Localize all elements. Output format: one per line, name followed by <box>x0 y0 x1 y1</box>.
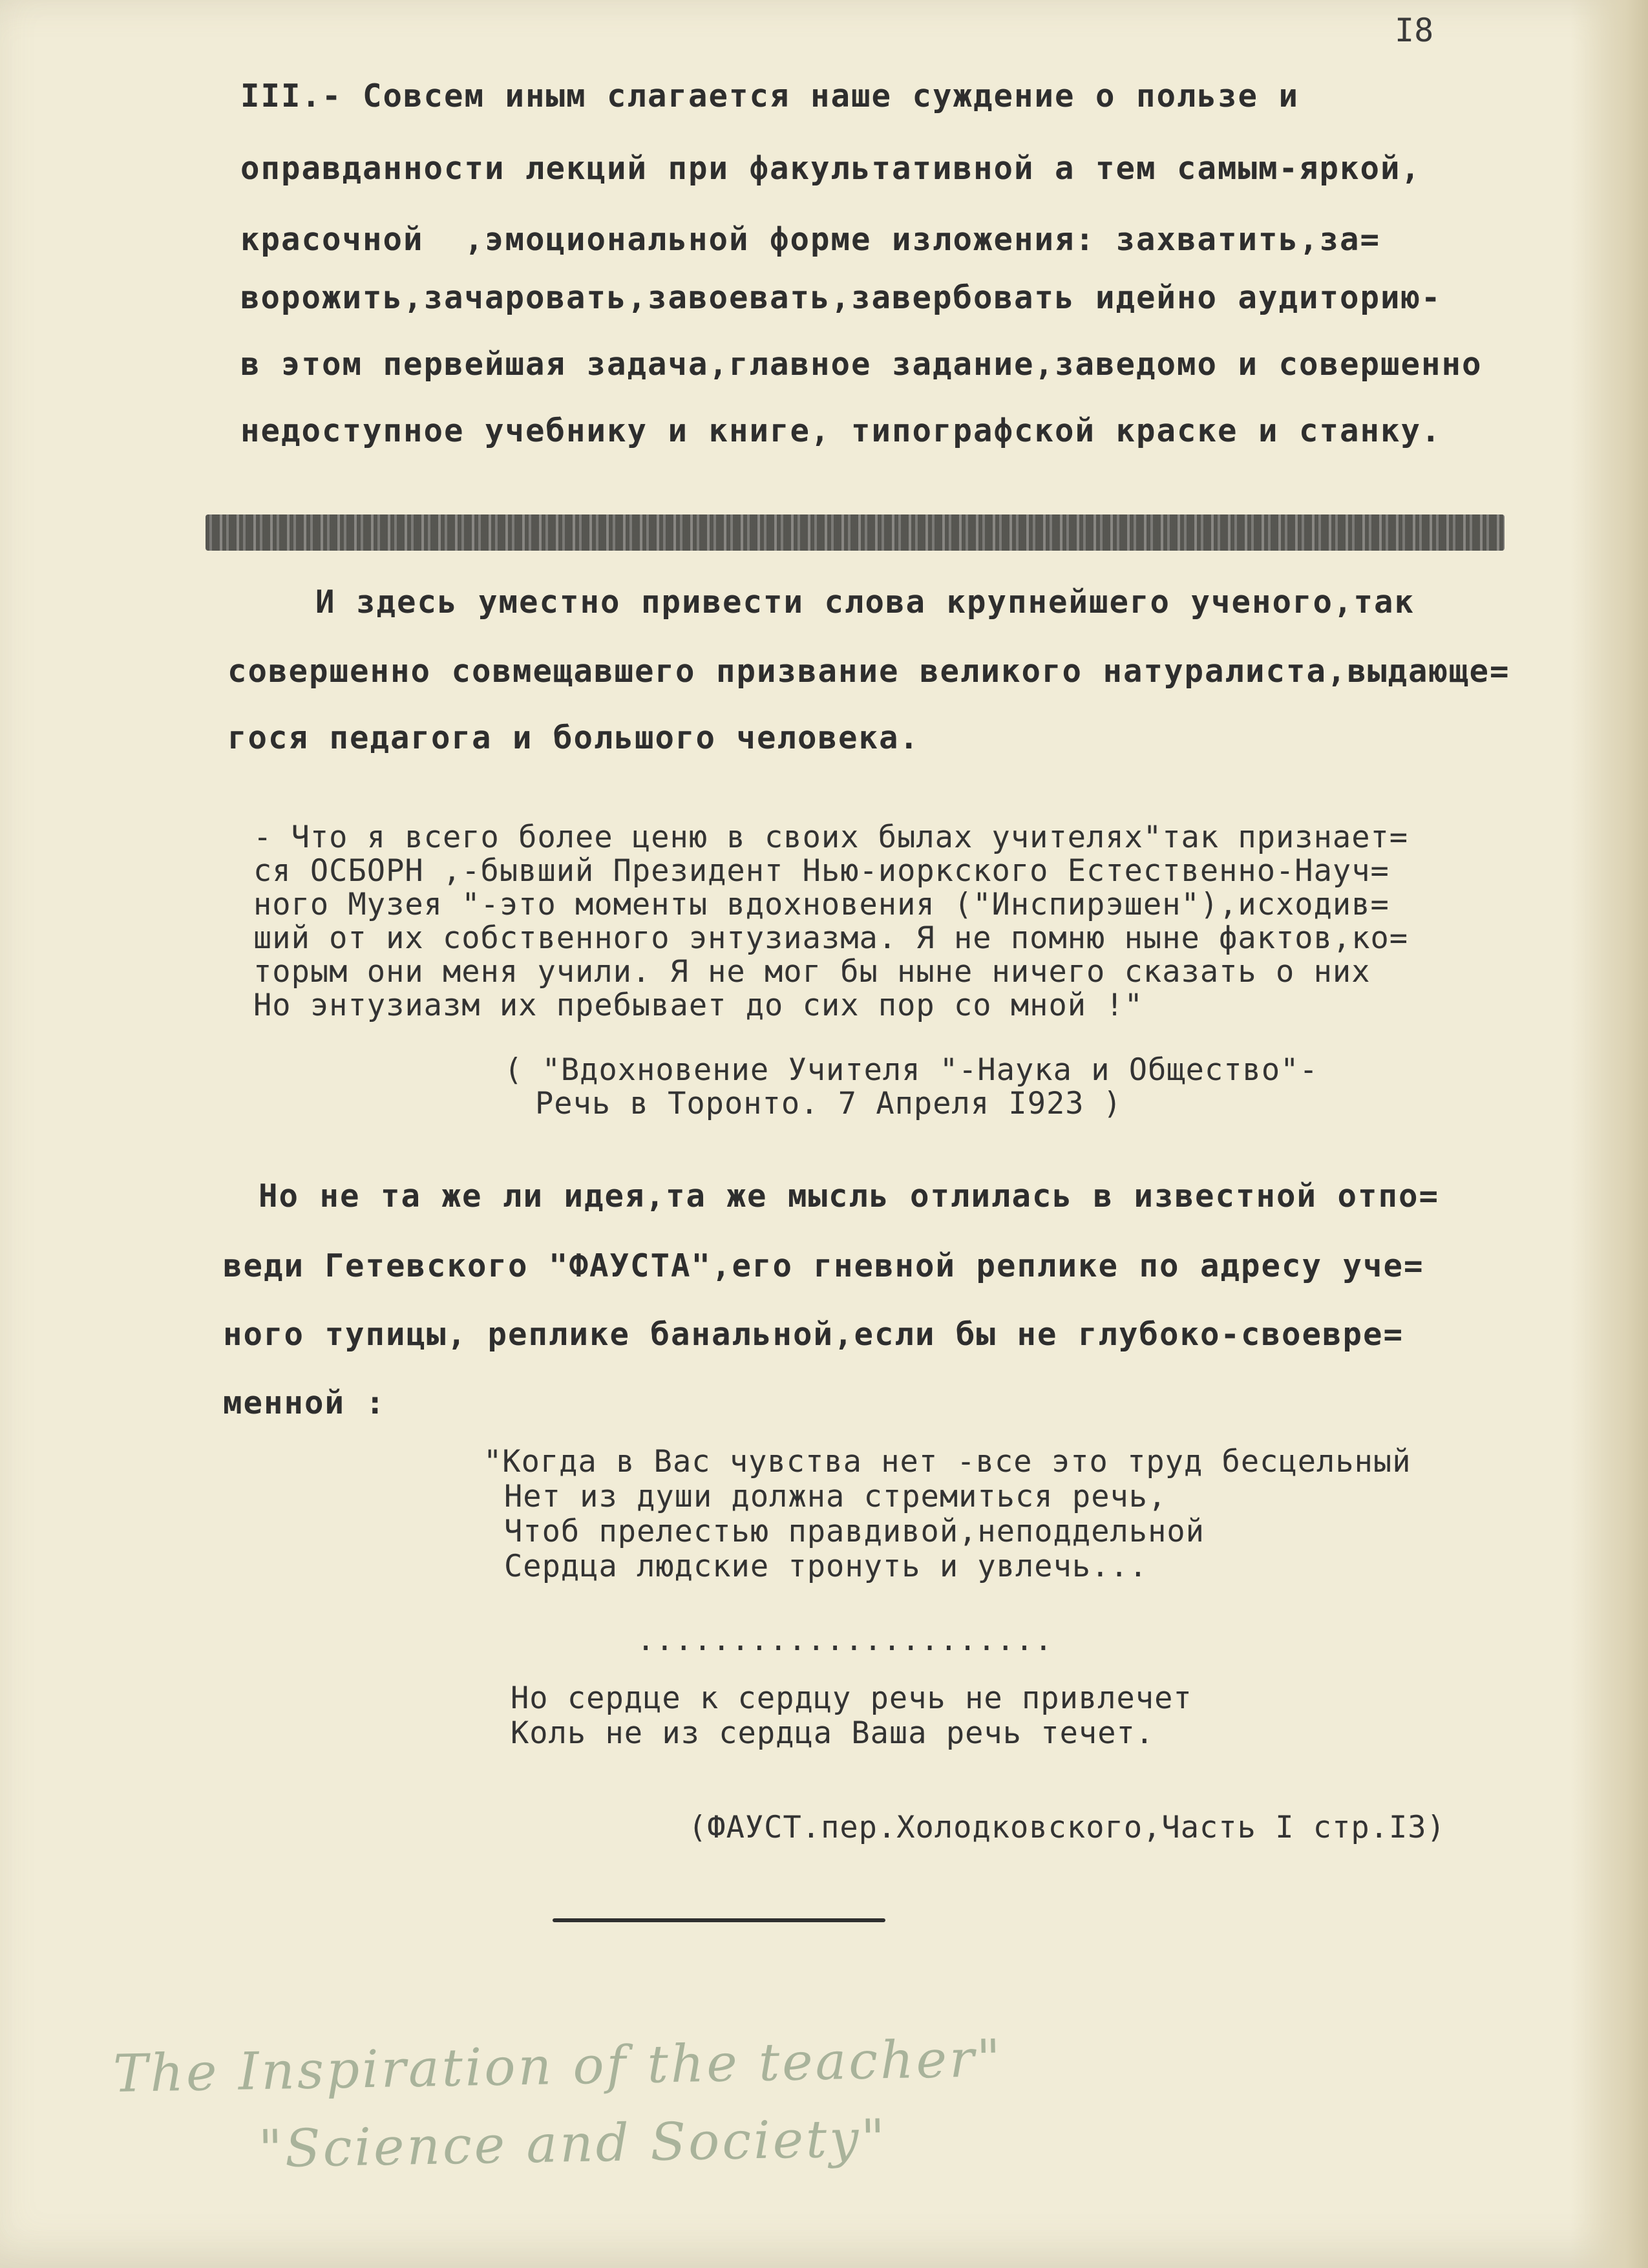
text-line: гося педагога и большого человека. <box>227 719 920 756</box>
quote-line: - Что я всего более ценю в своих былах учителях"так признает= <box>253 820 1409 855</box>
text-line: веди Гетевского "ФАУСТА",его гневной реплике по адресу уче= <box>223 1247 1424 1284</box>
text-line: Но не та же ли идея,та же мысль отлилась в известной отпо= <box>259 1178 1440 1214</box>
text-line: менной : <box>223 1384 386 1421</box>
poem-source: (ФАУСТ.пер.Холодковского,Часть I стр.I3) <box>688 1810 1446 1845</box>
text-line: ного тупицы, реплике банальной,если бы не глубоко-своевре= <box>223 1316 1404 1353</box>
text-line: III.- Совсем иным слагается наше суждение о пользе и <box>240 78 1300 114</box>
text-line: совершенно совмещавшего призвание великого натуралиста,выдающе= <box>227 653 1510 690</box>
source-line: ( "Вдохновение Учителя "-Наука и Общество"- <box>504 1052 1318 1088</box>
quote-line: Но энтузиазм их пребывает до сих пор со мной !" <box>253 988 1143 1023</box>
text-line: И здесь уместно привести слова крупнейшего ученого,так <box>315 584 1415 620</box>
struck-out-line <box>206 514 1505 551</box>
divider-rule <box>553 1918 885 1922</box>
text-line: красочной ,эмоциональной форме изложения: захватить,за= <box>240 221 1381 258</box>
poem-line: Сердца людские тронуть и увлечь... <box>504 1549 1148 1584</box>
poem-line: Коль не из сердца Ваша речь течет. <box>511 1715 1155 1751</box>
quote-line: торым они меня учили. Я не мог бы ныне ничего сказать о них <box>253 954 1371 990</box>
quote-line: ного Музея "-это моменты вдохновения ("Инспирэшен"),исходив= <box>253 887 1389 922</box>
text-line: ворожить,зачаровать,завоевать,завербовать идейно аудиторию- <box>240 279 1442 316</box>
text-line: оправданности лекций при факультативной а тем самым-яркой, <box>240 150 1422 187</box>
paper-edge-shadow <box>1570 0 1648 2268</box>
source-line: Речь в Торонто. 7 Апреля I923 ) <box>535 1086 1123 1121</box>
poem-line: Но сердце к сердцу речь не привлечет <box>511 1680 1192 1716</box>
page-number: I8 <box>1395 12 1434 49</box>
poem-line: Нет из души должна стремиться речь, <box>504 1479 1167 1514</box>
poem-line: "Когда в Вас чувства нет -все это труд бесцельный <box>483 1444 1411 1479</box>
quote-line: ся ОСБОРН ,-бывший Президент Нью-иоркского Естественно-Науч= <box>253 853 1389 889</box>
handwritten-line: "Science and Society" <box>258 2108 888 2179</box>
poem-ellipsis: ...................... <box>637 1622 1053 1658</box>
text-line: недоступное учебнику и книге, типографской краске и станку. <box>240 412 1442 449</box>
handwritten-line: The Inspiration of the teacher" <box>112 2028 1004 2104</box>
text-line: в этом первейшая задача,главное задание,заведомо и совершенно <box>240 346 1483 383</box>
poem-line: Чтоб прелестью правдивой,неподдельной <box>504 1514 1205 1549</box>
quote-line: ший от их собственного энтузиазма. Я не помню ныне фактов,ко= <box>253 920 1409 956</box>
